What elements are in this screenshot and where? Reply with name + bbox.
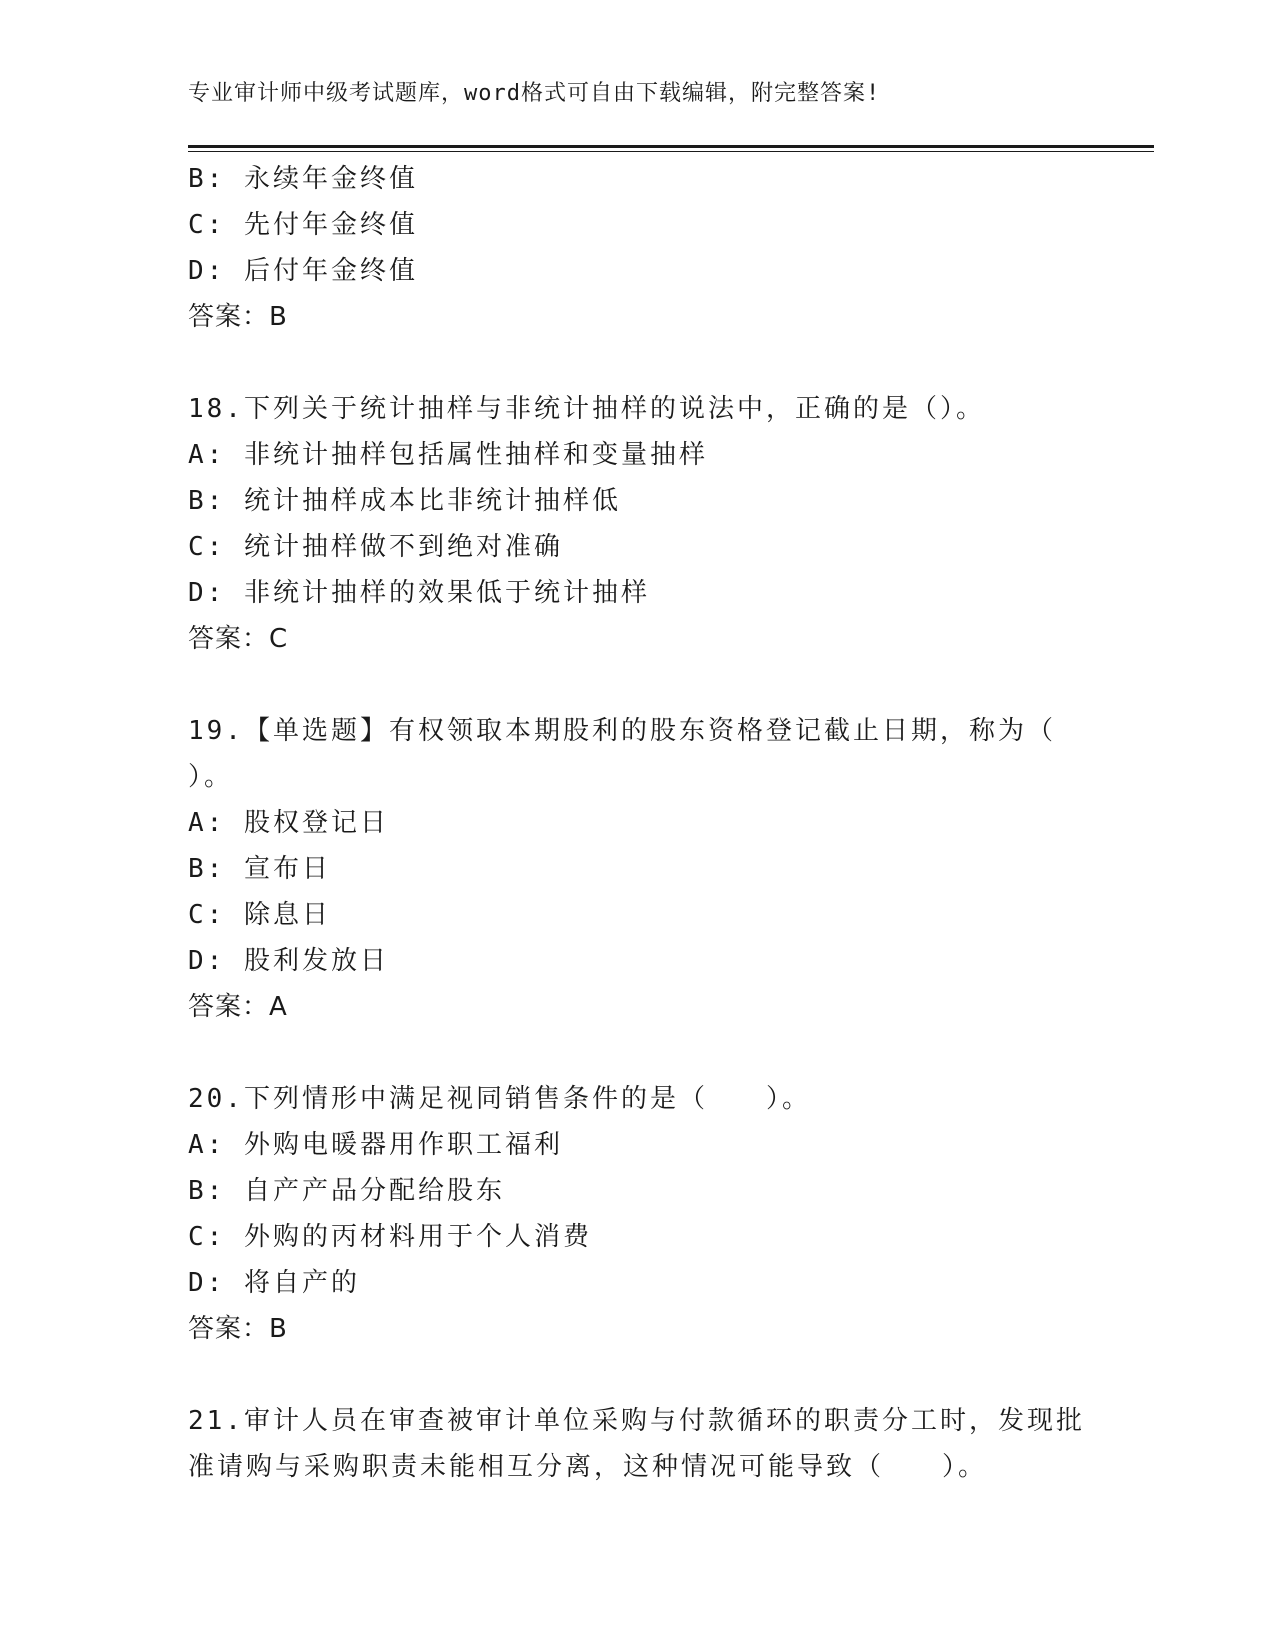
question-19: [188, 708, 1088, 1030]
question-17-tail: [188, 156, 1088, 340]
spacer: [188, 340, 1088, 386]
option-b: B: 统计抽样成本比非统计抽样低: [188, 486, 621, 516]
option-d: D: 股利发放日: [188, 946, 389, 976]
question-content: [188, 156, 1088, 1490]
spacer: [188, 1030, 1088, 1076]
question-stem: 18.下列关于统计抽样与非统计抽样的说法中，正确的是（）。: [188, 394, 985, 424]
header-rule-thick: [188, 145, 1154, 148]
question-stem-line-2: ）。: [188, 762, 234, 792]
option-d: D: 将自产的: [188, 1268, 360, 1298]
answer-line: 答案：B: [188, 302, 288, 332]
option-c: C: 先付年金终值: [188, 210, 418, 240]
option-a: A: 外购电暖器用作职工福利: [188, 1130, 563, 1160]
option-b: B: 自产产品分配给股东: [188, 1176, 505, 1206]
option-a: A: 股权登记日: [188, 808, 389, 838]
answer-line: 答案：C: [188, 624, 289, 654]
option-c: C: 统计抽样做不到绝对准确: [188, 532, 563, 562]
answer-line: 答案：B: [188, 1314, 288, 1344]
option-c: C: 外购的丙材料用于个人消费: [188, 1222, 592, 1252]
option-b: B: 宣布日: [188, 854, 331, 884]
question-stem: 20.下列情形中满足视同销售条件的是（ ）。: [188, 1084, 811, 1114]
question-stem-line-2: 准请购与采购职责未能相互分离，这种情况可能导致（ ）。: [188, 1452, 988, 1482]
option-c: C: 除息日: [188, 900, 331, 930]
question-18: [188, 386, 1088, 662]
page-header: 专业审计师中级考试题库，word格式可自由下载编辑，附完整答案!: [188, 81, 881, 106]
spacer: [188, 662, 1088, 708]
question-21: [188, 1398, 1088, 1490]
option-d: D: 非统计抽样的效果低于统计抽样: [188, 578, 650, 608]
header-rule-thin: [188, 151, 1154, 152]
option-b: B: 永续年金终值: [188, 164, 418, 194]
option-a: A: 非统计抽样包括属性抽样和变量抽样: [188, 440, 708, 470]
question-stem-line-1: 19.【单选题】有权领取本期股利的股东资格登记截止日期，称为（: [188, 716, 1056, 746]
answer-line: 答案：A: [188, 992, 288, 1022]
spacer: [188, 1352, 1088, 1398]
question-stem-line-1: 21.审计人员在审查被审计单位采购与付款循环的职责分工时，发现批: [188, 1406, 1085, 1436]
option-d: D: 后付年金终值: [188, 256, 418, 286]
question-20: [188, 1076, 1088, 1352]
